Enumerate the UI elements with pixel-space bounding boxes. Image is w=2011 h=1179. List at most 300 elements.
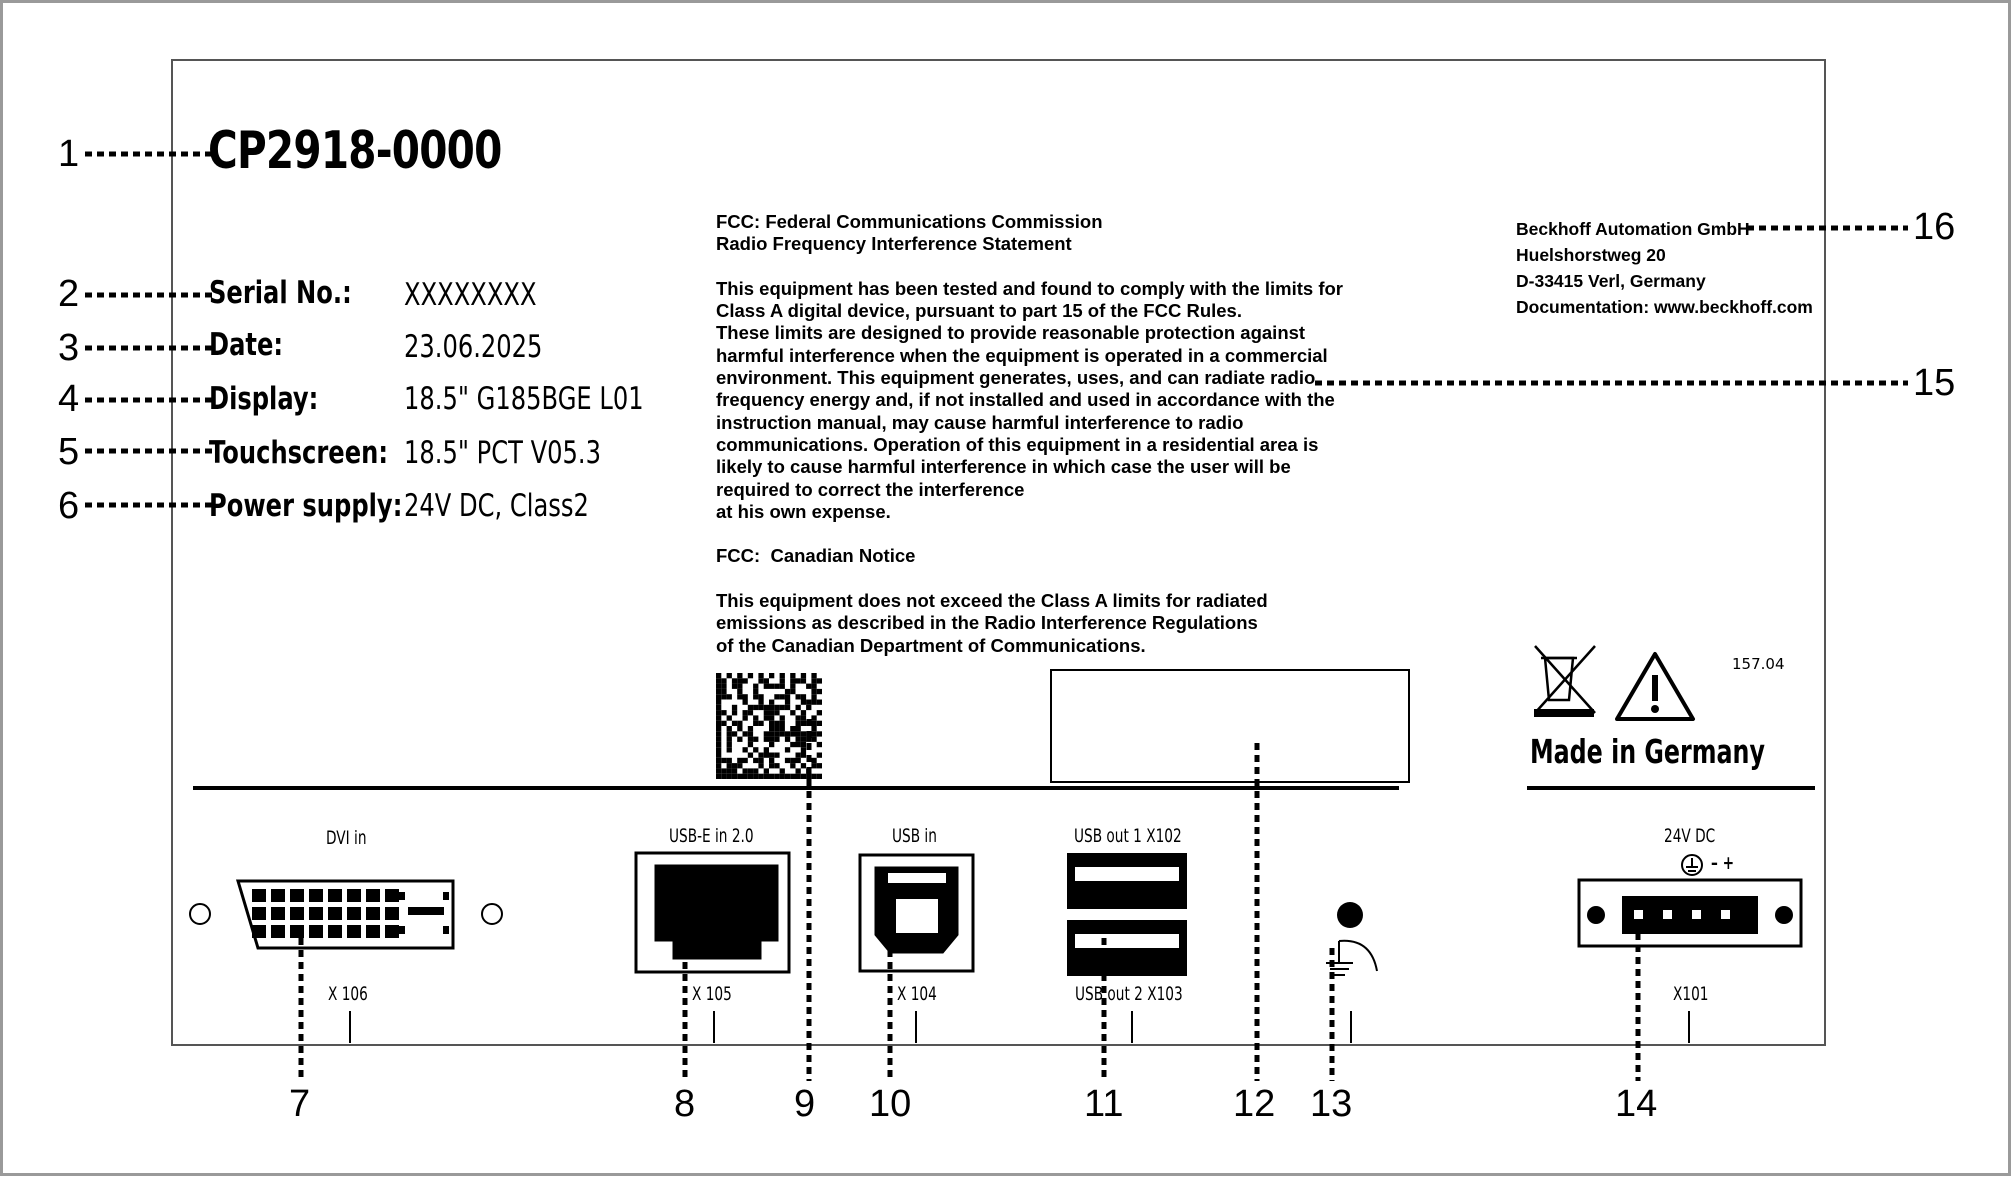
dvi-pin xyxy=(347,907,361,920)
datamatrix-cell xyxy=(743,747,748,752)
datamatrix-cell xyxy=(737,726,742,731)
datamatrix-cell xyxy=(727,715,732,720)
datamatrix-cell xyxy=(716,694,721,699)
spec-value-power-supply: 24V DC, Class2 xyxy=(404,488,589,524)
datamatrix-cell xyxy=(727,726,732,731)
datamatrix-cell xyxy=(721,694,726,699)
datamatrix-cell xyxy=(721,758,726,763)
dvi-pin xyxy=(443,926,449,934)
spec-key-power-supply: Power supply: xyxy=(209,488,403,524)
manufacturer-name: Beckhoff Automation GmbH xyxy=(1516,219,1750,239)
datamatrix-cell xyxy=(796,753,801,758)
datamatrix-cell xyxy=(769,731,774,736)
spec-key-touchscreen: Touchscreen: xyxy=(209,435,388,471)
dvi-pin xyxy=(252,925,266,938)
datamatrix-cell xyxy=(780,673,785,678)
datamatrix-cell xyxy=(764,737,769,742)
product-model: CP2918-0000 xyxy=(208,121,502,181)
datamatrix-cell xyxy=(716,721,721,726)
datamatrix-cell xyxy=(780,768,785,773)
datamatrix-cell xyxy=(801,747,806,752)
dvi-pin xyxy=(290,925,304,938)
ref-code: 157.04 xyxy=(1732,655,1785,673)
dvi-pin xyxy=(271,907,285,920)
datamatrix-cell xyxy=(817,731,822,736)
dvi-connector-icon xyxy=(190,881,502,948)
datamatrix-cell xyxy=(716,737,721,742)
datamatrix-cell xyxy=(790,726,795,731)
datamatrix-cell xyxy=(780,715,785,720)
datamatrix-cell xyxy=(780,721,785,726)
port-label-dvi: DVI in xyxy=(326,827,367,849)
fcc-line: FCC: Federal Communications Commission xyxy=(716,211,1103,232)
datamatrix-cell xyxy=(748,726,753,731)
datamatrix-cell xyxy=(716,715,721,720)
datamatrix-cell xyxy=(716,763,721,768)
port-id-usb-in: X 104 xyxy=(897,983,937,1005)
datamatrix-cell xyxy=(758,678,763,683)
port-tick-lines xyxy=(350,1011,1689,1043)
datamatrix-code xyxy=(716,673,822,779)
datamatrix-cell xyxy=(716,742,721,747)
datamatrix-cell xyxy=(801,753,806,758)
callout-number-15: 15 xyxy=(1913,362,1956,404)
datamatrix-cell xyxy=(737,684,742,689)
dvi-pin xyxy=(366,889,380,902)
datamatrix-cell xyxy=(780,731,785,736)
datamatrix-cell xyxy=(764,731,769,736)
datamatrix-cell xyxy=(737,678,742,683)
datamatrix-cell xyxy=(769,763,774,768)
fcc-line: This equipment has been tested and found to comply with the limits for xyxy=(716,277,1343,299)
dvi-pin xyxy=(366,925,380,938)
datamatrix-cell xyxy=(774,753,779,758)
datamatrix-cell xyxy=(790,763,795,768)
datamatrix-cell xyxy=(774,710,779,715)
datamatrix-cell xyxy=(801,731,806,736)
datamatrix-cell xyxy=(764,747,769,752)
datamatrix-cell xyxy=(743,710,748,715)
dvi-pin xyxy=(252,889,266,902)
datamatrix-cell xyxy=(817,753,822,758)
datamatrix-cell xyxy=(790,742,795,747)
fcc-line: instruction manual, may cause harmful interference to radio xyxy=(716,411,1244,433)
usb-e-port-icon xyxy=(636,853,789,972)
datamatrix-cell xyxy=(748,705,753,710)
datamatrix-cell xyxy=(769,673,774,678)
datamatrix-cell xyxy=(716,710,721,715)
datamatrix-cell xyxy=(758,700,763,705)
datamatrix-cell xyxy=(716,673,721,678)
datamatrix-cell xyxy=(801,678,806,683)
datamatrix-cell xyxy=(716,700,721,705)
datamatrix-cell xyxy=(721,678,726,683)
usb-b-port-icon xyxy=(860,855,973,971)
datamatrix-cell xyxy=(790,774,795,779)
datamatrix-cell xyxy=(727,774,732,779)
datamatrix-cell xyxy=(727,758,732,763)
datamatrix-cell xyxy=(727,747,732,752)
fcc-line: at his own expense. xyxy=(716,500,891,522)
datamatrix-cell xyxy=(796,721,801,726)
datamatrix-cell xyxy=(811,689,816,694)
datamatrix-cell xyxy=(801,715,806,720)
callout-number-3: 3 xyxy=(58,327,80,369)
made-in-germany: Made in Germany xyxy=(1530,732,1765,771)
datamatrix-cell xyxy=(764,715,769,720)
datamatrix-cell xyxy=(806,684,811,689)
datamatrix-cell xyxy=(811,731,816,736)
datamatrix-cell xyxy=(785,747,790,752)
datamatrix-cell xyxy=(764,774,769,779)
datamatrix-cell xyxy=(811,726,816,731)
datamatrix-cell xyxy=(780,774,785,779)
dvi-pin xyxy=(309,889,323,902)
datamatrix-cell xyxy=(753,694,758,699)
datamatrix-cell xyxy=(796,705,801,710)
callout-number-2: 2 xyxy=(58,273,80,315)
dvi-pin xyxy=(385,889,399,902)
datamatrix-cell xyxy=(748,774,753,779)
datamatrix-cell xyxy=(806,700,811,705)
datamatrix-cell xyxy=(817,763,822,768)
datamatrix-cell xyxy=(806,774,811,779)
datamatrix-cell xyxy=(732,763,737,768)
datamatrix-cell xyxy=(790,678,795,683)
usb-a-port-icon xyxy=(1067,853,1187,976)
dvi-blade xyxy=(408,907,444,915)
datamatrix-cell xyxy=(758,705,763,710)
datamatrix-cell xyxy=(801,700,806,705)
datamatrix-cell xyxy=(758,763,763,768)
datamatrix-cell xyxy=(774,705,779,710)
dvi-pin xyxy=(328,925,342,938)
datamatrix-cell xyxy=(764,678,769,683)
datamatrix-cell xyxy=(764,753,769,758)
datamatrix-cell xyxy=(732,774,737,779)
datamatrix-cell xyxy=(790,689,795,694)
callout-number-13: 13 xyxy=(1310,1083,1353,1125)
datamatrix-cell xyxy=(732,731,737,736)
datamatrix-cell xyxy=(748,742,753,747)
datamatrix-cell xyxy=(811,763,816,768)
datamatrix-cell xyxy=(764,710,769,715)
datamatrix-cell xyxy=(753,758,758,763)
datamatrix-cell xyxy=(748,768,753,773)
datamatrix-cell xyxy=(727,694,732,699)
datamatrix-cell xyxy=(811,737,816,742)
datamatrix-cell xyxy=(780,705,785,710)
datamatrix-cell xyxy=(801,694,806,699)
datamatrix-cell xyxy=(796,726,801,731)
datamatrix-cell xyxy=(743,731,748,736)
port-id-usb-e: X 105 xyxy=(692,983,732,1005)
datamatrix-cell xyxy=(748,737,753,742)
dvi-pin xyxy=(366,907,380,920)
callout-number-7: 7 xyxy=(289,1083,311,1125)
plate-graphics xyxy=(3,3,2011,1179)
callout-number-4: 4 xyxy=(58,378,80,420)
datamatrix-cell xyxy=(743,715,748,720)
datamatrix-cell xyxy=(780,684,785,689)
datamatrix-cell xyxy=(716,689,721,694)
dvi-pin xyxy=(309,925,323,938)
spec-key-display: Display: xyxy=(209,381,319,417)
datamatrix-cell xyxy=(732,710,737,715)
datamatrix-cell xyxy=(753,737,758,742)
datamatrix-cell xyxy=(774,684,779,689)
datamatrix-cell xyxy=(753,721,758,726)
datamatrix-cell xyxy=(796,768,801,773)
datamatrix-cell xyxy=(758,673,763,678)
datamatrix-cell xyxy=(780,678,785,683)
datamatrix-cell xyxy=(727,768,732,773)
datamatrix-cell xyxy=(769,705,774,710)
datamatrix-cell xyxy=(817,689,822,694)
callout-number-12: 12 xyxy=(1233,1083,1276,1125)
fcc-line: environment. This equipment generates, uses, and can radiate radio xyxy=(716,367,1316,389)
callout-number-9: 9 xyxy=(794,1083,816,1125)
dvi-pin xyxy=(347,925,361,938)
spec-key-serial: Serial No.: xyxy=(209,275,352,311)
datamatrix-cell xyxy=(806,705,811,710)
datamatrix-cell xyxy=(785,689,790,694)
datamatrix-cell xyxy=(817,721,822,726)
manufacturer-documentation: Documentation: www.beckhoff.com xyxy=(1516,297,1813,317)
datamatrix-cell xyxy=(753,747,758,752)
datamatrix-cell xyxy=(817,678,822,683)
datamatrix-cell xyxy=(780,726,785,731)
port-label-usb-out2: USB out 2 X103 xyxy=(1075,983,1183,1005)
datamatrix-cell xyxy=(737,673,742,678)
port-label-usb-out1: USB out 1 X102 xyxy=(1074,825,1182,847)
datamatrix-cell xyxy=(753,684,758,689)
datamatrix-cell xyxy=(769,774,774,779)
dvi-pin xyxy=(328,907,342,920)
datamatrix-cell xyxy=(769,726,774,731)
datamatrix-cell xyxy=(737,737,742,742)
datamatrix-cell xyxy=(737,758,742,763)
spec-value-display: 18.5" G185BGE L01 xyxy=(404,381,644,417)
datamatrix-cell xyxy=(790,673,795,678)
datamatrix-cell xyxy=(769,721,774,726)
datamatrix-cell xyxy=(737,694,742,699)
dvi-pin xyxy=(309,907,323,920)
datamatrix-cell xyxy=(764,768,769,773)
datamatrix-cell xyxy=(743,758,748,763)
fcc-line: This equipment does not exceed the Class A limits for radiated xyxy=(716,590,1268,612)
callout-number-1: 1 xyxy=(58,133,80,175)
datamatrix-cell xyxy=(811,700,816,705)
datamatrix-cell xyxy=(785,694,790,699)
datamatrix-cell xyxy=(716,684,721,689)
dvi-pin xyxy=(290,907,304,920)
datamatrix-cell xyxy=(721,689,726,694)
datamatrix-cell xyxy=(727,763,732,768)
datamatrix-cell xyxy=(817,700,822,705)
datamatrix-cell xyxy=(817,774,822,779)
datamatrix-cell xyxy=(737,721,742,726)
datamatrix-cell xyxy=(721,710,726,715)
fcc-line: frequency energy and, if not installed and used in accordance with the xyxy=(716,389,1335,411)
datamatrix-cell xyxy=(811,715,816,720)
datamatrix-cell xyxy=(716,705,721,710)
datamatrix-cell xyxy=(737,689,742,694)
datamatrix-cell xyxy=(801,763,806,768)
datamatrix-cell xyxy=(716,758,721,763)
dvi-pin xyxy=(399,892,405,900)
datamatrix-cell xyxy=(801,721,806,726)
datamatrix-cell xyxy=(785,737,790,742)
datamatrix-cell xyxy=(774,763,779,768)
datamatrix-cell xyxy=(758,758,763,763)
datamatrix-cell xyxy=(748,710,753,715)
power-connector-icon xyxy=(1579,855,1801,946)
datamatrix-cell xyxy=(758,694,763,699)
datamatrix-cell xyxy=(753,774,758,779)
datamatrix-cell xyxy=(774,737,779,742)
datamatrix-cell xyxy=(801,737,806,742)
dvi-pin xyxy=(399,926,405,934)
datamatrix-cell xyxy=(796,774,801,779)
dvi-pin xyxy=(328,889,342,902)
datamatrix-cell xyxy=(796,694,801,699)
warning-triangle-icon xyxy=(1617,654,1693,719)
datamatrix-cell xyxy=(753,705,758,710)
datamatrix-cell xyxy=(811,684,816,689)
datamatrix-cell xyxy=(785,758,790,763)
datamatrix-cell xyxy=(748,731,753,736)
datamatrix-cell xyxy=(780,694,785,699)
datamatrix-cell xyxy=(716,747,721,752)
datamatrix-cell xyxy=(743,678,748,683)
datamatrix-cell xyxy=(811,678,816,683)
fcc-line: likely to cause harmful interference in which case the user will be xyxy=(716,456,1291,478)
datamatrix-cell xyxy=(817,742,822,747)
datamatrix-cell xyxy=(769,737,774,742)
datamatrix-cell xyxy=(753,689,758,694)
datamatrix-cell xyxy=(785,700,790,705)
datamatrix-cell xyxy=(769,758,774,763)
datamatrix-cell xyxy=(753,715,758,720)
callout-number-8: 8 xyxy=(674,1083,696,1125)
datamatrix-cell xyxy=(727,737,732,742)
datamatrix-cell xyxy=(796,731,801,736)
datamatrix-cell xyxy=(769,753,774,758)
dvi-pin xyxy=(385,907,399,920)
datamatrix-cell xyxy=(774,721,779,726)
datamatrix-cell xyxy=(790,684,795,689)
callout-number-5: 5 xyxy=(58,431,80,473)
spec-key-date: Date: xyxy=(209,327,284,363)
datamatrix-cell xyxy=(774,774,779,779)
power-polarity: – + xyxy=(1711,852,1735,874)
datamatrix-cell xyxy=(801,710,806,715)
fcc-line: communications. Operation of this equipment in a residential area is xyxy=(716,433,1319,455)
datamatrix-cell xyxy=(769,742,774,747)
callout-number-6: 6 xyxy=(58,485,80,527)
fcc-line: Class A digital device, pursuant to part 15 of the FCC Rules. xyxy=(716,300,1242,322)
datamatrix-cell xyxy=(721,774,726,779)
datamatrix-cell xyxy=(796,758,801,763)
spec-value-serial: XXXXXXXX xyxy=(404,277,537,313)
datamatrix-cell xyxy=(790,710,795,715)
datamatrix-cell xyxy=(732,678,737,683)
datamatrix-cell xyxy=(801,673,806,678)
datamatrix-cell xyxy=(811,774,816,779)
datamatrix-cell xyxy=(817,710,822,715)
datamatrix-cell xyxy=(764,705,769,710)
spec-value-touchscreen: 18.5" PCT V05.3 xyxy=(404,435,601,471)
callout-number-10: 10 xyxy=(869,1083,912,1125)
datamatrix-cell xyxy=(748,673,753,678)
datamatrix-cell xyxy=(758,774,763,779)
datamatrix-cell xyxy=(769,684,774,689)
dvi-pin xyxy=(443,892,449,900)
datamatrix-cell xyxy=(774,731,779,736)
datamatrix-cell xyxy=(758,721,763,726)
datamatrix-cell xyxy=(811,694,816,699)
datamatrix-cell xyxy=(774,726,779,731)
weee-bin-icon xyxy=(1534,646,1595,717)
datamatrix-cell xyxy=(721,684,726,689)
port-id-dvi: X 106 xyxy=(328,983,368,1005)
datamatrix-cell xyxy=(764,684,769,689)
datamatrix-cell xyxy=(785,705,790,710)
port-id-power: X101 xyxy=(1673,983,1709,1005)
datamatrix-cell xyxy=(743,768,748,773)
fcc-line: These limits are designed to provide reasonable protection against xyxy=(716,322,1306,344)
dvi-pin xyxy=(290,889,304,902)
datamatrix-cell xyxy=(796,715,801,720)
datamatrix-cell xyxy=(732,721,737,726)
callout-number-11: 11 xyxy=(1084,1083,1124,1125)
datamatrix-cell xyxy=(743,700,748,705)
fcc-line: FCC: Canadian Notice xyxy=(716,545,916,567)
datamatrix-cell xyxy=(743,694,748,699)
datamatrix-cell xyxy=(790,758,795,763)
datamatrix-cell xyxy=(732,705,737,710)
callout-number-14: 14 xyxy=(1615,1083,1658,1125)
datamatrix-cell xyxy=(716,731,721,736)
fcc-line: emissions as described in the Radio Interference Regulations xyxy=(716,612,1258,634)
dvi-pin xyxy=(271,889,285,902)
datamatrix-cell xyxy=(811,721,816,726)
datamatrix-cell xyxy=(721,721,726,726)
datamatrix-cell xyxy=(790,731,795,736)
datamatrix-cell xyxy=(732,768,737,773)
datamatrix-cell xyxy=(748,753,753,758)
datamatrix-cell xyxy=(716,753,721,758)
datamatrix-cell xyxy=(769,710,774,715)
fcc-line: of the Canadian Department of Communications. xyxy=(716,634,1146,656)
fcc-line: harmful interference when the equipment is operated in a commercial xyxy=(716,344,1328,366)
datamatrix-cell xyxy=(796,678,801,683)
fcc-line: required to correct the interference xyxy=(716,478,1025,500)
datamatrix-cell xyxy=(737,763,742,768)
datamatrix-cell xyxy=(785,731,790,736)
dvi-pin xyxy=(252,907,266,920)
datamatrix-cell xyxy=(716,774,721,779)
datamatrix-cell xyxy=(716,768,721,773)
datamatrix-cell xyxy=(727,731,732,736)
manufacturer-city: D-33415 Verl, Germany xyxy=(1516,271,1706,291)
datamatrix-cell xyxy=(721,768,726,773)
datamatrix-cell xyxy=(769,715,774,720)
datamatrix-cell xyxy=(727,673,732,678)
port-label-usb-in: USB in xyxy=(892,825,937,847)
port-label-power: 24V DC xyxy=(1664,825,1716,847)
